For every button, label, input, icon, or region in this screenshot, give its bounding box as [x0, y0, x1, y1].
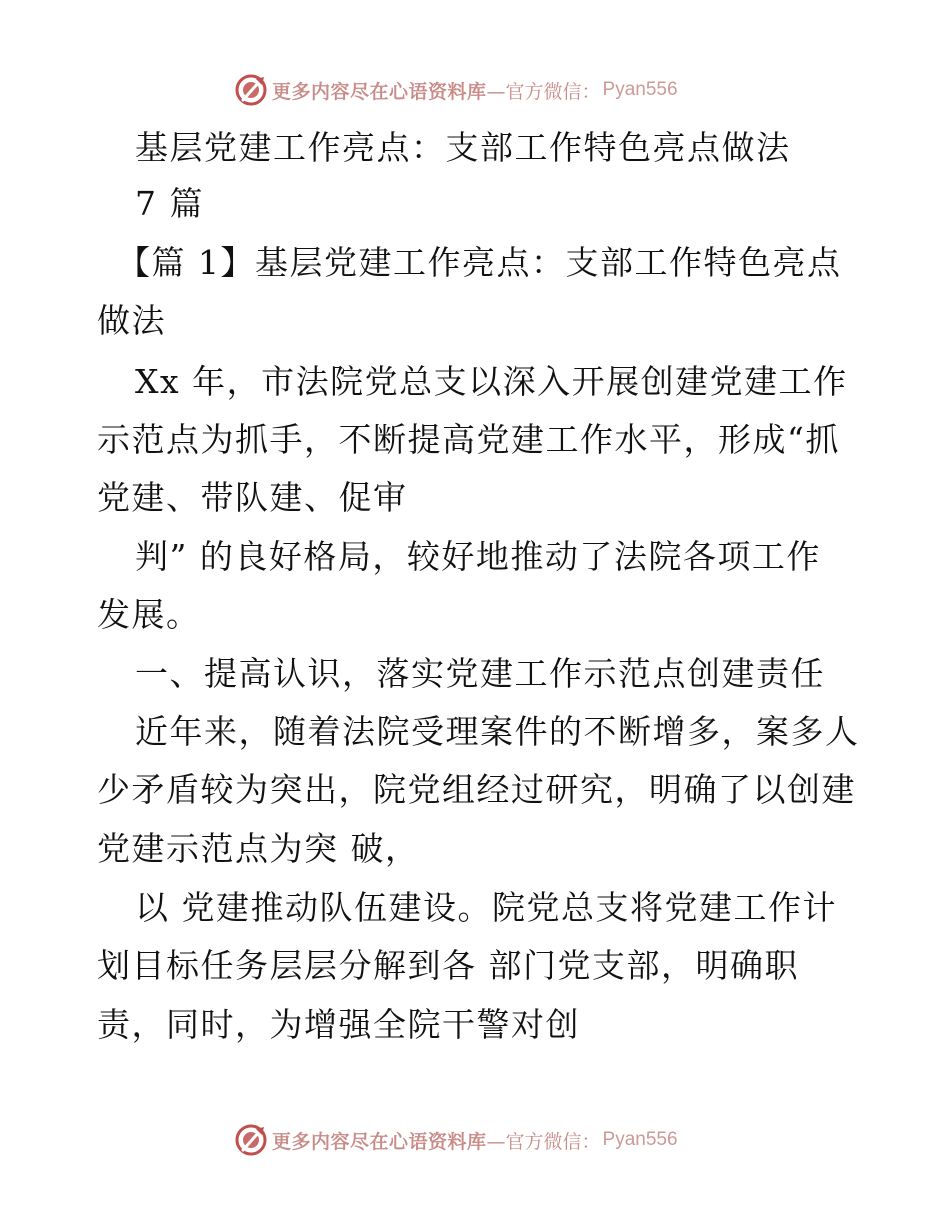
watermark-header: [234, 73, 678, 107]
paragraph-line: 少矛盾较为突出，院党组经过研究，明确了以创建: [97, 770, 856, 809]
paragraph-line: 示范点为抓手，不断提高党建工作水平，形成“抓: [97, 420, 840, 459]
section-heading-line-1: 【篇 1】基层党建工作亮点：支部工作特色亮点: [117, 243, 842, 282]
watermark-brand-text: 更多内容尽在心语资料库: [272, 1130, 487, 1153]
watermark-official-text: —官方微信：: [486, 1130, 601, 1153]
watermark-brand-text: 更多内容尽在心语资料库: [272, 80, 487, 103]
paragraph-line: 发展。: [97, 595, 201, 634]
paragraph-line: 近年来，随着法院受理案件的不断增多，案多人: [135, 712, 860, 751]
paragraph-line: 判” 的良好格局，较好地推动了法院各项工作: [135, 537, 821, 576]
brand-logo-icon: [234, 1123, 268, 1157]
paragraph-line: 以 党建推动队伍建设。院党总支将党建工作计: [135, 888, 837, 927]
watermark-account-id: Pyan556: [602, 1129, 678, 1150]
paragraph-line: 党建示范点为突 破，: [97, 829, 420, 868]
section-heading-line-2: 做法: [97, 301, 166, 340]
document-title-line-2: 7 篇: [135, 184, 204, 223]
watermark-official-text: —官方微信：: [486, 80, 601, 103]
paragraph-line: 党建、带队建、促审: [97, 478, 408, 517]
brand-logo-icon: [234, 73, 268, 107]
watermark-footer: [234, 1123, 678, 1157]
watermark-account-id: Pyan556: [602, 79, 678, 100]
paragraph-line: 划目标任务层层分解到各 部门党支部，明确职: [97, 946, 799, 985]
paragraph-line: 责，同时，为增强全院干警对创: [97, 1005, 580, 1044]
document-title-line-1: 基层党建工作亮点：支部工作特色亮点做法: [135, 128, 791, 167]
paragraph-line: Xx 年，市法院党总支以深入开展创建党建工作: [135, 362, 848, 401]
subheading-line: 一、提高认识，落实党建工作示范点创建责任: [135, 654, 825, 693]
